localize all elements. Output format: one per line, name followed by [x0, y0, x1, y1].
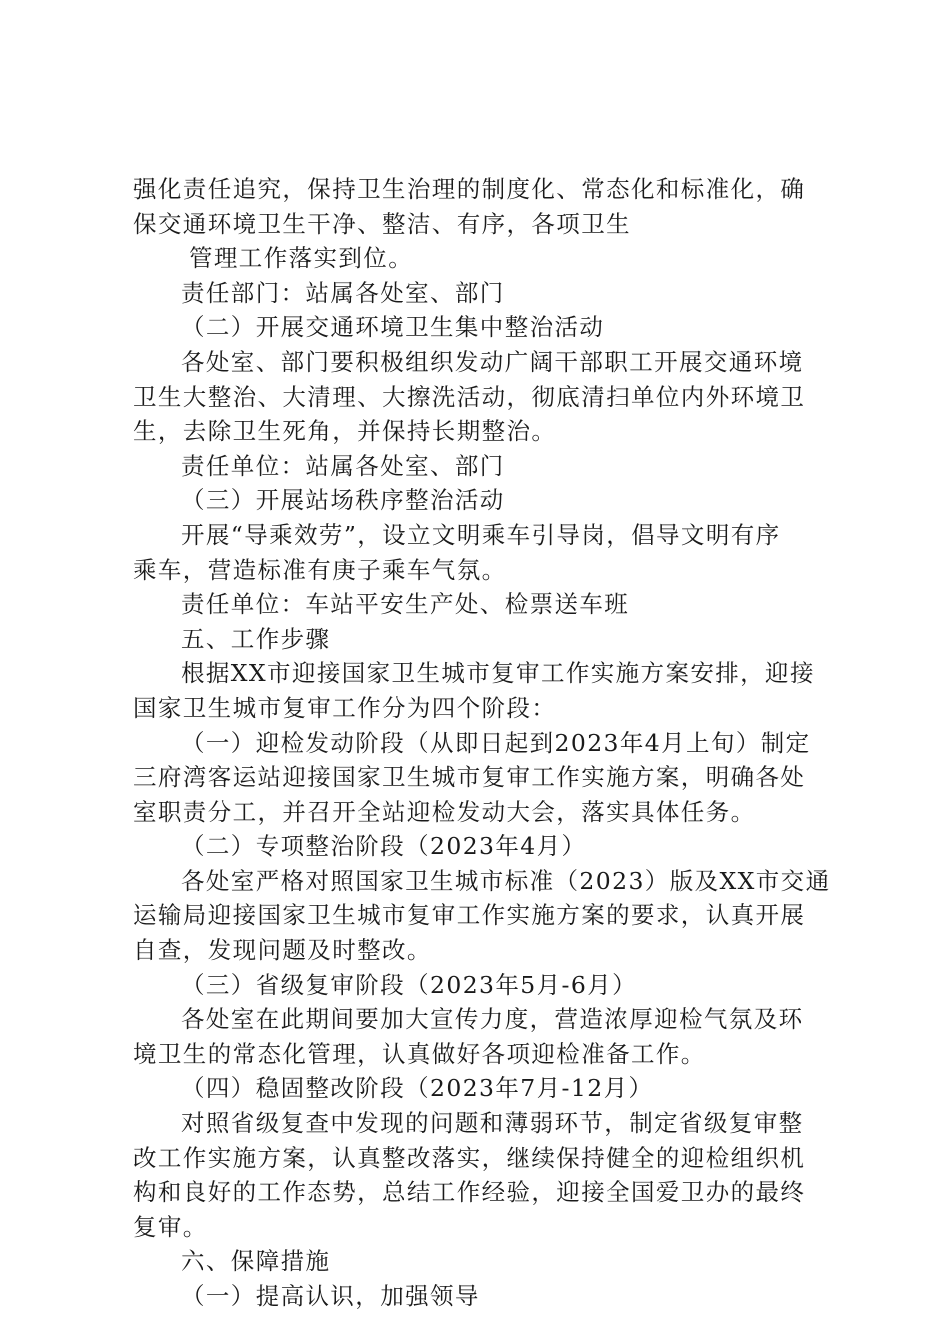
text-line: 保交通环境卫生干净、整洁、有序，各项卫生 — [133, 209, 631, 238]
text-line: 对照省级复查中发现的问题和薄弱环节，制定省级复审整 — [181, 1109, 804, 1138]
text-line: 强化责任追究，保持卫生治理的制度化、常态化和标准化，确 — [133, 175, 806, 203]
text-line: 自查，发现问题及时整改。 — [133, 936, 432, 965]
text-line: 复审。 — [133, 1212, 208, 1241]
text-line: 责任单位：车站平安生产处、检票送车班 — [181, 590, 630, 619]
text-line: 各处室在此期间要加大宣传力度，营造浓厚迎检气氛及环 — [181, 1005, 804, 1034]
text-line: 责任单位：站属各处室、部门 — [181, 451, 505, 480]
text-line: 国家卫生城市复审工作分为四个阶段： — [133, 693, 557, 722]
section-heading: （一）迎检发动阶段（从即日起到2023年4月上旬）制定 — [181, 728, 811, 757]
text-line: 责任部门：站属各处室、部门 — [181, 278, 505, 307]
text-line: 改工作实施方案，认真整改落实，继续保持健全的迎检组织机 — [133, 1143, 806, 1172]
text-line: 各处室、部门要积极组织发动广阔干部职工开展交通环境 — [181, 347, 804, 376]
document-body — [133, 172, 833, 1314]
text-line: 室职责分工，并召开全站迎检发动大会，落实具体任务。 — [133, 797, 756, 826]
section-heading: （二）开展交通环境卫生集中整治活动 — [181, 313, 605, 342]
text-line: 管理工作落实到位。 — [189, 244, 414, 273]
text-line: 境卫生的常态化管理，认真做好各项迎检准备工作。 — [133, 1039, 706, 1068]
text-line: 构和良好的工作态势，总结工作经验，迎接全国爱卫办的最终 — [133, 1178, 806, 1207]
text-line: 三府湾客运站迎接国家卫生城市复审工作实施方案，明确各处 — [133, 763, 806, 792]
section-heading: （三）省级复审阶段（2023年5月-6月） — [181, 970, 638, 999]
text-line: 乘车，营造标准有庚子乘车气氛。 — [133, 555, 507, 584]
text-line: 开展“导乘效劳”，设立文明乘车引导岗，倡导文明有序 — [181, 520, 781, 549]
text-line: 运输局迎接国家卫生城市复审工作实施方案的要求，认真开展 — [133, 901, 806, 930]
text-line: 卫生大整治、大清理、大擦洗活动，彻底清扫单位内外环境卫 — [133, 382, 806, 411]
section-heading: （一）提高认识，加强领导 — [181, 1282, 480, 1310]
section-heading: （二）专项整治阶段（2023年4月） — [181, 832, 587, 861]
chapter-heading: 六、保障措施 — [181, 1247, 331, 1276]
section-heading: （四）稳固整改阶段（2023年7月-12月） — [181, 1074, 654, 1103]
text-line: 生，去除卫生死角，并保持长期整治。 — [133, 417, 557, 446]
chapter-heading: 五、工作步骤 — [181, 624, 331, 653]
text-line: 各处室严格对照国家卫生城市标准（2023）版及XX市交通 — [181, 866, 831, 895]
text-line: 根据XX市迎接国家卫生城市复审工作实施方案安排，迎接 — [181, 659, 815, 688]
section-heading: （三）开展站场秩序整治活动 — [181, 486, 505, 515]
